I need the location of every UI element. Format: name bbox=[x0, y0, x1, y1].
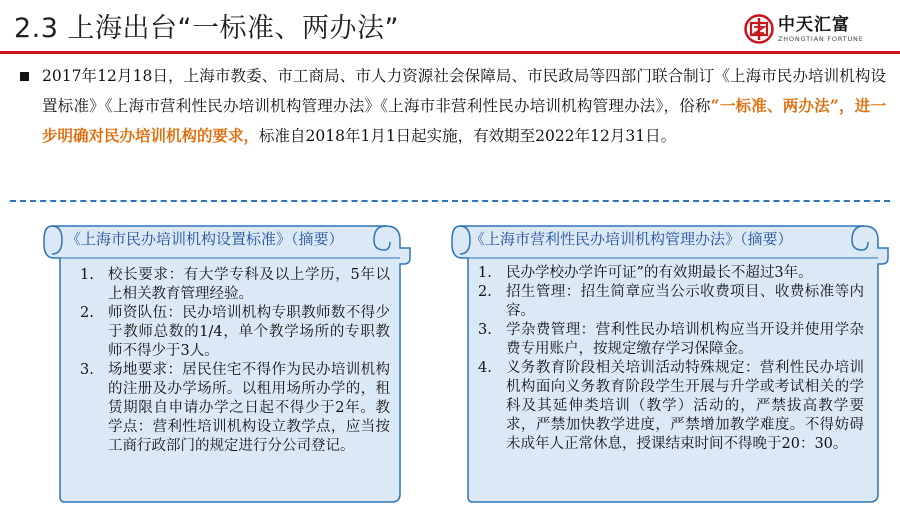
list-item bbox=[478, 283, 864, 321]
list-item-text: 民办学校办学许可证”的有效期最长不超过3年。 bbox=[506, 265, 813, 281]
logo-name-en: ZHONGTIAN FORTUNE bbox=[778, 34, 864, 43]
list-item-text: 场地要求：居民住宅不得作为民办培训机构的注册及办学场所。以租用场所办学的，租赁期限自申请办学之日起不得少于2年。教学点：营利性培训机构设立教学点，应当按工商行政部门的规定进行分公司登记。 bbox=[108, 362, 390, 454]
list-item bbox=[80, 361, 390, 456]
list-item-number: 1. bbox=[478, 265, 492, 281]
logo-mark-icon bbox=[744, 14, 774, 44]
list-item-text: 学杂费管理：营利性民办培训机构应当开设并使用学杂费专用账户，按规定缴存学习保障金。 bbox=[506, 322, 864, 357]
list-item bbox=[478, 321, 864, 359]
left-panel-title: 《上海市民办培训机构设置标准》（摘要） bbox=[66, 230, 344, 248]
intro-text bbox=[42, 62, 886, 151]
list-item-number: 4. bbox=[478, 360, 492, 376]
list-item bbox=[80, 266, 390, 304]
company-logo bbox=[744, 14, 864, 44]
intro-highlight: “一标准、两办法”，进一步明确对民办培训机构的要求， bbox=[42, 96, 886, 145]
list-item bbox=[478, 264, 864, 283]
left-panel-list bbox=[80, 266, 390, 456]
intro-text-start: 2017年12月18日，上海市教委、市工商局、市人力资源社会保障局、市民政局等四部门联合制订《上海市民办培训机构设置标准》《上海市营利性民办培训机构管理办法》《上海市非营利性民办培训机构管理办法》，俗称 bbox=[42, 67, 886, 115]
list-item-number: 1. bbox=[80, 267, 94, 283]
list-item-text: 校长要求：有大学专科及以上学历，5年以上相关教育管理经验。 bbox=[108, 267, 390, 302]
list-item bbox=[478, 359, 864, 454]
list-item-text: 师资队伍：民办培训机构专职教师数不得少于教师总数的1/4，单个教学场所的专职教师不得少于3人。 bbox=[108, 305, 390, 359]
square-bullet-icon bbox=[20, 72, 29, 81]
intro-paragraph bbox=[20, 62, 886, 151]
section-divider bbox=[10, 200, 890, 202]
list-item-text: 招生管理：招生简章应当公示收费项目、收费标准等内容。 bbox=[506, 284, 864, 319]
list-item-number: 3. bbox=[80, 362, 94, 378]
right-panel-title: 《上海市营利性民办培训机构管理办法》（摘要） bbox=[470, 230, 793, 248]
intro-text-end: 标准自2018年1月1日起实施，有效期至2022年12月31日。 bbox=[259, 127, 677, 145]
logo-name-cn: 中天汇富 bbox=[778, 14, 850, 35]
list-item-text: 义务教育阶段相关培训活动特殊规定：营利性民办培训机构面向义务教育阶段学生开展与升学或考试相关的学科及其延伸类培训（教学）活动的，严禁拔高教学要求，严禁加快教学进度，严禁增加教学难度。不得妨碍未成年人正常休息，授课结束时间不得晚于20：30。 bbox=[506, 360, 864, 452]
list-item-number: 2. bbox=[80, 305, 94, 321]
header-divider bbox=[0, 51, 900, 54]
left-scroll-panel bbox=[38, 218, 412, 504]
list-item bbox=[80, 304, 390, 361]
list-item-number: 3. bbox=[478, 322, 492, 338]
page-title: 2.3 上海出台“一标准、两办法” bbox=[14, 13, 399, 44]
right-scroll-panel bbox=[446, 218, 890, 504]
list-item-number: 2. bbox=[478, 284, 492, 300]
right-panel-list bbox=[478, 264, 864, 454]
